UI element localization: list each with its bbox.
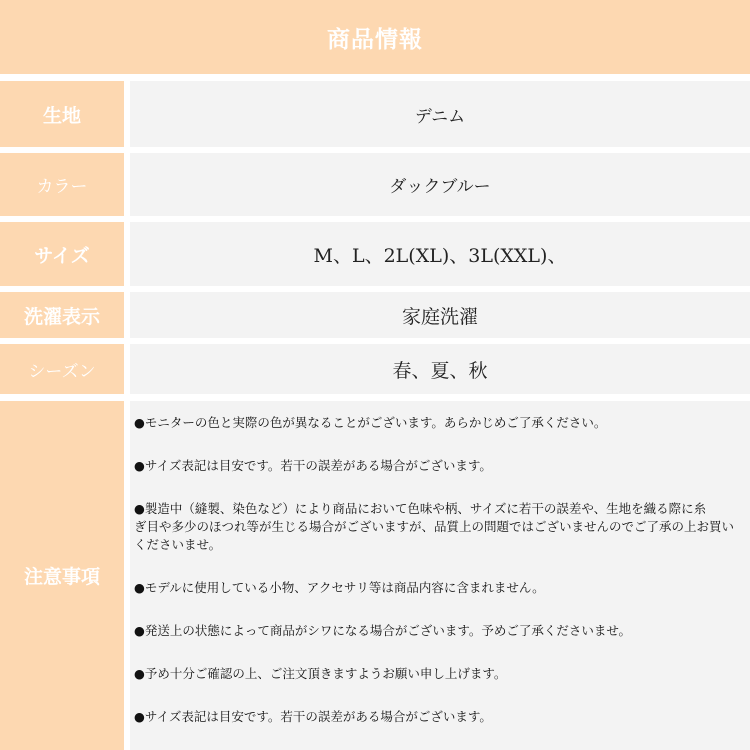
spec-row-washing [0, 292, 750, 338]
spec-value-size [130, 222, 750, 286]
section-title-text: 商品情報 [327, 25, 423, 53]
spec-value-fabric-text: デニム [414, 106, 466, 127]
spec-label-notes: 注意事項 [0, 401, 124, 750]
spec-value-size-text: M、L、2L(XL)、3L(XXL)、 [313, 244, 567, 267]
note-item: ●発送上の状態によって商品がシワになる場合がございます。予めご了承くださいませ。 [134, 623, 632, 638]
note-line: くださいませ。 [134, 537, 222, 552]
note-item: ●サイズ表記は目安です。若干の誤差がある場合がございます。 [134, 458, 492, 473]
spec-label-fabric: 生地 [0, 81, 124, 147]
spec-value-washing-text: 家庭洗濯 [401, 305, 478, 328]
note-item: ●サイズ表記は目安です。若干の誤差がある場合がございます。 [134, 709, 492, 724]
spec-label-season: シーズン [0, 344, 124, 394]
spec-value-color [130, 153, 750, 216]
note-item: ●モニターの色と実際の色が異なることがございます。あらかじめご了承ください。 [134, 415, 607, 430]
spec-value-washing [130, 292, 750, 338]
spec-label-color: カラー [0, 153, 124, 216]
spec-value-season [130, 344, 750, 394]
note-line: ●製造中（縫製、染色など）により商品において色味や柄、サイズに若干の誤差や、生地を織る際に糸 [134, 501, 707, 516]
note-item: ●モデルに使用している小物、アクセサリ等は商品内容に含まれません。 [134, 580, 545, 595]
spec-label-washing: 洗濯表示 [0, 292, 124, 338]
note-item: ●予め十分ご確認の上、ご注文頂きますようお願い申し上げます。 [134, 666, 507, 681]
note-item [134, 500, 750, 554]
spec-row-notes [0, 401, 750, 750]
spec-row-color [0, 153, 750, 216]
section-title [0, 0, 750, 74]
spec-label-size: サイズ [0, 222, 124, 286]
spec-row-season [0, 344, 750, 394]
spec-row-fabric [0, 81, 750, 147]
notes-body [130, 401, 750, 750]
spec-value-fabric [130, 81, 750, 147]
note-line: ぎ目や多少のほつれ等が生じる場合がございますが、品質上の問題ではございませんのでご了承の上お買い [134, 519, 735, 534]
spec-value-season-text: 春、夏、秋 [392, 359, 488, 382]
spec-value-color-text: ダックブルー [389, 177, 491, 197]
spec-row-size [0, 222, 750, 286]
